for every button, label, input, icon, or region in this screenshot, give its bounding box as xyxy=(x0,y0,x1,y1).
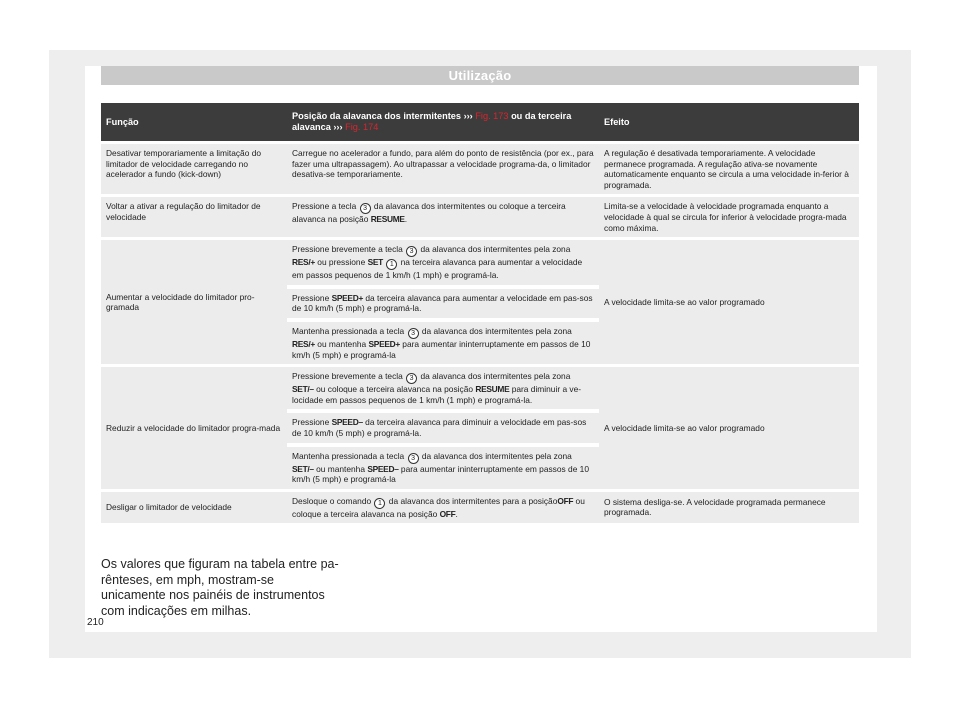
control-number-badge: 1 xyxy=(386,259,397,270)
col-header-efeito: Efeito xyxy=(599,103,859,141)
key-label: SET xyxy=(367,257,383,268)
cell-posicao: Pressione SPEED– da terceira alavanca para diminuir a velocidade em pas-sos de 10 km/h (5 mph) e programá-la. xyxy=(287,411,599,442)
page-number: 210 xyxy=(87,617,104,628)
footnote-text: Os valores que figuram na tabela entre pa-rênteses, em mph, mostram-se unicamente nos painéis de instrumentos com indicações em milhas. xyxy=(101,557,339,618)
cell-posicao: Pressione a tecla 3 da alavanca dos intermitentes ou coloque a terceira alavanca na posição RESUME. xyxy=(287,196,599,237)
key-label: OFF xyxy=(439,508,456,519)
fig-ref-link[interactable]: Fig. 173 xyxy=(475,111,509,121)
cell-efeito: A regulação é desativada temporariamente. A velocidade permanece programada. A regulação ativa-se novamente automaticamente enquanto se circula a uma velocidade in-ferior à programada. xyxy=(599,143,859,194)
cell-posicao: Desloque o comando 1 da alavanca dos intermitentes para a posiçãoOFF ou coloque a terceira alavanca na posição OFF. xyxy=(287,491,599,524)
col-header-funcao: Função xyxy=(101,103,287,141)
table-row xyxy=(101,196,859,237)
key-label: RESUME xyxy=(370,214,405,225)
cell-posicao: Pressione brevemente a tecla 3 da alavanca dos intermitentes pela zona SET/– ou coloque a terceira alavanca na posição RESUME para diminuir a ve-locidade em passos pequenos de 1 km/h (1 mph) e programá-la. xyxy=(287,366,599,409)
cell-posicao: Pressione SPEED+ da terceira alavanca para aumentar a velocidade em pas-sos de 10 km/h (5 mph) e programá-la. xyxy=(287,287,599,318)
table-row xyxy=(101,239,859,285)
section-header: Utilização xyxy=(101,66,859,85)
cell-funcao: Voltar a ativar a regulação do limitador de velocidade xyxy=(101,196,287,237)
col-header-posicao: Posição da alavanca dos intermitentes ››› Fig. 173 ou da terceira alavanca ››› Fig. 174 xyxy=(287,103,599,141)
cell-posicao: Mantenha pressionada a tecla 3 da alavanca dos intermitentes pela zona RES/+ ou mantenha SPEED+ para aumentar ininterruptamente em passos de 10 km/h (5 mph) e programá-la xyxy=(287,320,599,364)
key-label: OFF xyxy=(557,495,574,506)
cell-funcao: Aumentar a velocidade do limitador pro-gramada xyxy=(101,239,287,364)
fig-ref-link[interactable]: Fig. 174 xyxy=(345,122,379,132)
control-number-badge: 3 xyxy=(360,203,371,214)
key-label: SPEED+ xyxy=(331,292,364,303)
key-label: RES/+ xyxy=(292,338,315,349)
cell-efeito: A velocidade limita-se ao valor programado xyxy=(599,366,859,489)
table-row xyxy=(101,366,859,409)
control-number-badge: 3 xyxy=(406,373,417,384)
control-number-badge: 1 xyxy=(374,498,385,509)
key-label: SET/– xyxy=(292,463,314,474)
table-header-row xyxy=(101,103,859,141)
key-label: SPEED– xyxy=(367,463,399,474)
key-label: SET/– xyxy=(292,384,314,395)
cell-funcao: Desligar o limitador de velocidade xyxy=(101,491,287,524)
key-label: RESUME xyxy=(475,384,510,395)
table-row xyxy=(101,491,859,524)
function-table xyxy=(101,101,859,525)
cell-efeito: Limita-se a velocidade à velocidade programada enquanto a velocidade à qual se circula for inferior à velocidade progra-mada como máxima. xyxy=(599,196,859,237)
cell-efeito: O sistema desliga-se. A velocidade programada permanece programada. xyxy=(599,491,859,524)
table-row xyxy=(101,143,859,194)
control-number-badge: 3 xyxy=(406,246,417,257)
cell-efeito: A velocidade limita-se ao valor programado xyxy=(599,239,859,364)
control-number-badge: 3 xyxy=(408,453,419,464)
key-label: SPEED+ xyxy=(368,338,400,349)
cell-posicao: Pressione brevemente a tecla 3 da alavanca dos intermitentes pela zona RES/+ ou pressione SET 1 na terceira alavanca para aumentar a velocidade em passos pequenos de 1 km/h (1 mph) e programá-la. xyxy=(287,239,599,285)
cell-funcao: Reduzir a velocidade do limitador progra-mada xyxy=(101,366,287,489)
control-number-badge: 3 xyxy=(408,328,419,339)
cell-posicao: Carregue no acelerador a fundo, para além do ponto de resistência (por ex., para fazer uma ultrapassagem). Ao ultrapassar a velocidade programa-da, o limitador desativa-se temporariamente. xyxy=(287,143,599,194)
key-label: RES/+ xyxy=(292,257,315,268)
cell-posicao: Mantenha pressionada a tecla 3 da alavanca dos intermitentes pela zona SET/– ou mantenha SPEED– para aumentar ininterruptamente em passos de 10 km/h (5 mph) e programá-la xyxy=(287,445,599,489)
key-label: SPEED– xyxy=(331,417,363,428)
cell-funcao: Desativar temporariamente a limitação do limitador de velocidade carregando no acelerador a fundo (kick-down) xyxy=(101,143,287,194)
